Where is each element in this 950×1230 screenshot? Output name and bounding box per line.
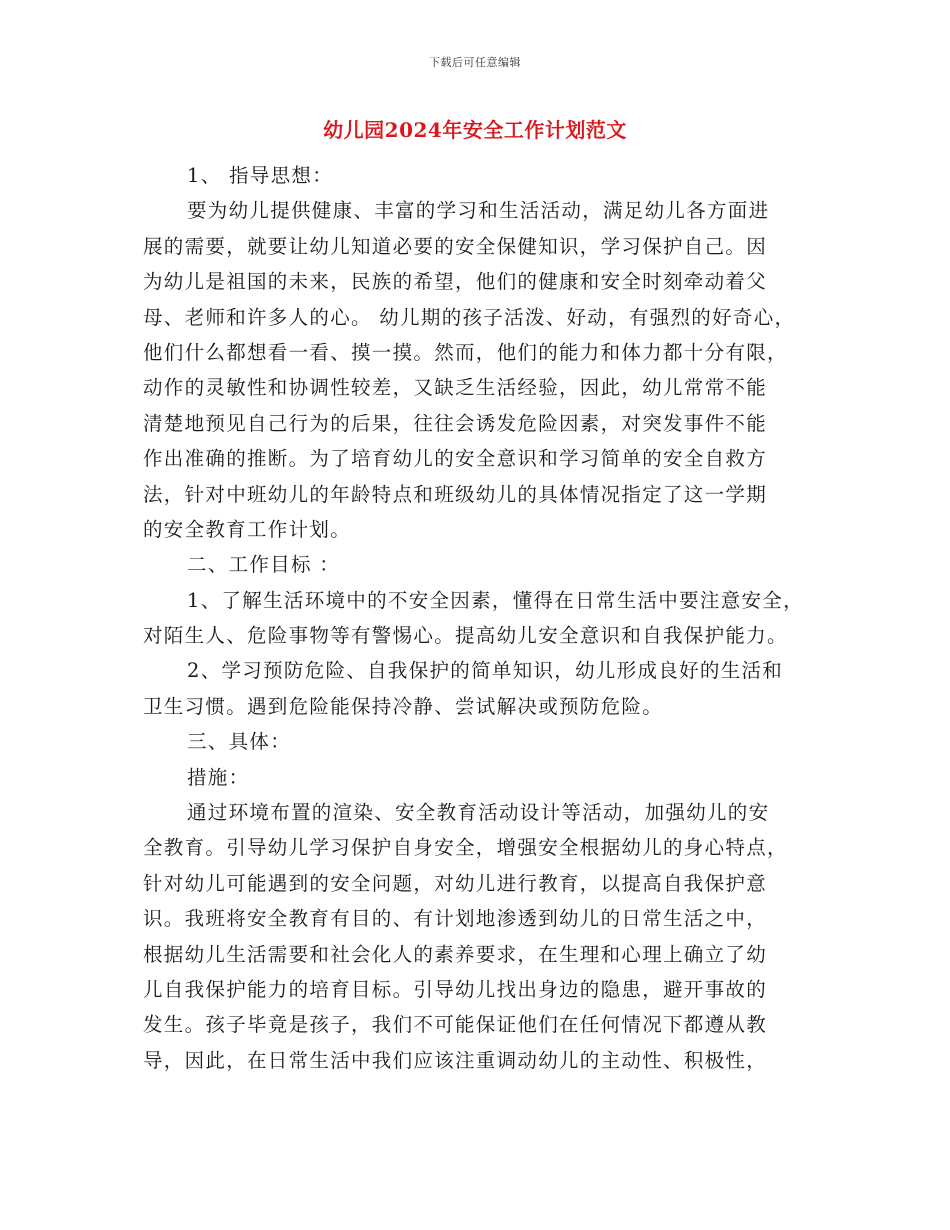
body-line: 为幼儿是祖国的未来，民族的希望，他们的健康和安全时刻牵动着父 (143, 270, 768, 294)
body-line: 三、具体： (187, 730, 292, 754)
body-line: 要为幼儿提供健康、丰富的学习和生活活动，满足幼儿各方面进 (187, 199, 770, 223)
body-line: 1、 指导思想： (187, 164, 334, 187)
body-line: 母、老师和许多人的心。 幼儿期的孩子活泼、好动，有强烈的好奇心， (143, 305, 796, 329)
body-line: 2、学习预防危险、自我保护的简单知识，幼儿形成良好的生活和 (187, 659, 784, 683)
body-line: 根据幼儿生活需要和社会化人的素养要求，在生理和心理上确立了幼 (143, 942, 768, 966)
body-line: 对陌生人、危险事物等有警惕心。提高幼儿安全意识和自我保护能力。 (143, 624, 788, 648)
body-line: 导，因此，在日常生活中我们应该注重调动幼儿的主动性、积极性， (143, 1048, 768, 1072)
document-body (143, 158, 823, 1078)
body-line: 儿自我保护能力的培育目标。引导幼儿找出身边的隐患，避开事故的 (143, 977, 768, 1001)
header-note: 下载后可任意编辑 (429, 56, 521, 69)
body-line: 他们什么都想看一看、摸一摸。然而，他们的能力和体力都十分有限， (143, 340, 788, 364)
body-line: 识。我班将安全教育有目的、有计划地渗透到幼儿的日常生活之中， (143, 907, 768, 931)
body-line: 通过环境布置的渲染、安全教育活动设计等活动，加强幼儿的安 (187, 801, 770, 825)
body-line: 措施： (187, 765, 250, 789)
body-line: 作出准确的推断。为了培育幼儿的安全意识和学习简单的安全自救方 (143, 447, 768, 471)
body-line: 针对幼儿可能遇到的安全问题，对幼儿进行教育，以提高自我保护意 (143, 871, 768, 895)
document-title: 幼儿园2024年安全工作计划范文 (323, 118, 627, 142)
body-line: 全教育。引导幼儿学习保护自身安全，增强安全根据幼儿的身心特点， (143, 836, 788, 860)
body-line: 发生。孩子毕竟是孩子，我们不可能保证他们在任何情况下都遵从教 (143, 1013, 768, 1037)
body-line: 1、了解生活环境中的不安全因素，懂得在日常生活中要注意安全， (187, 588, 804, 612)
body-line: 展的需要，就要让幼儿知道必要的安全保健知识，学习保护自己。因 (143, 234, 768, 258)
body-line: 二、工作目标 ： (187, 553, 341, 577)
body-line: 动作的灵敏性和协调性较差，又缺乏生活经验，因此，幼儿常常不能 (143, 376, 768, 400)
body-line: 卫生习惯。遇到危险能保持冷静、尝试解决或预防危险。 (143, 694, 664, 718)
body-line: 清楚地预见自己行为的后果，往往会诱发危险因素，对突发事件不能 (143, 411, 768, 435)
body-line: 的安全教育工作计划。 (143, 517, 352, 541)
body-line: 法，针对中班幼儿的年龄特点和班级幼儿的具体情况指定了这一学期 (143, 482, 768, 506)
